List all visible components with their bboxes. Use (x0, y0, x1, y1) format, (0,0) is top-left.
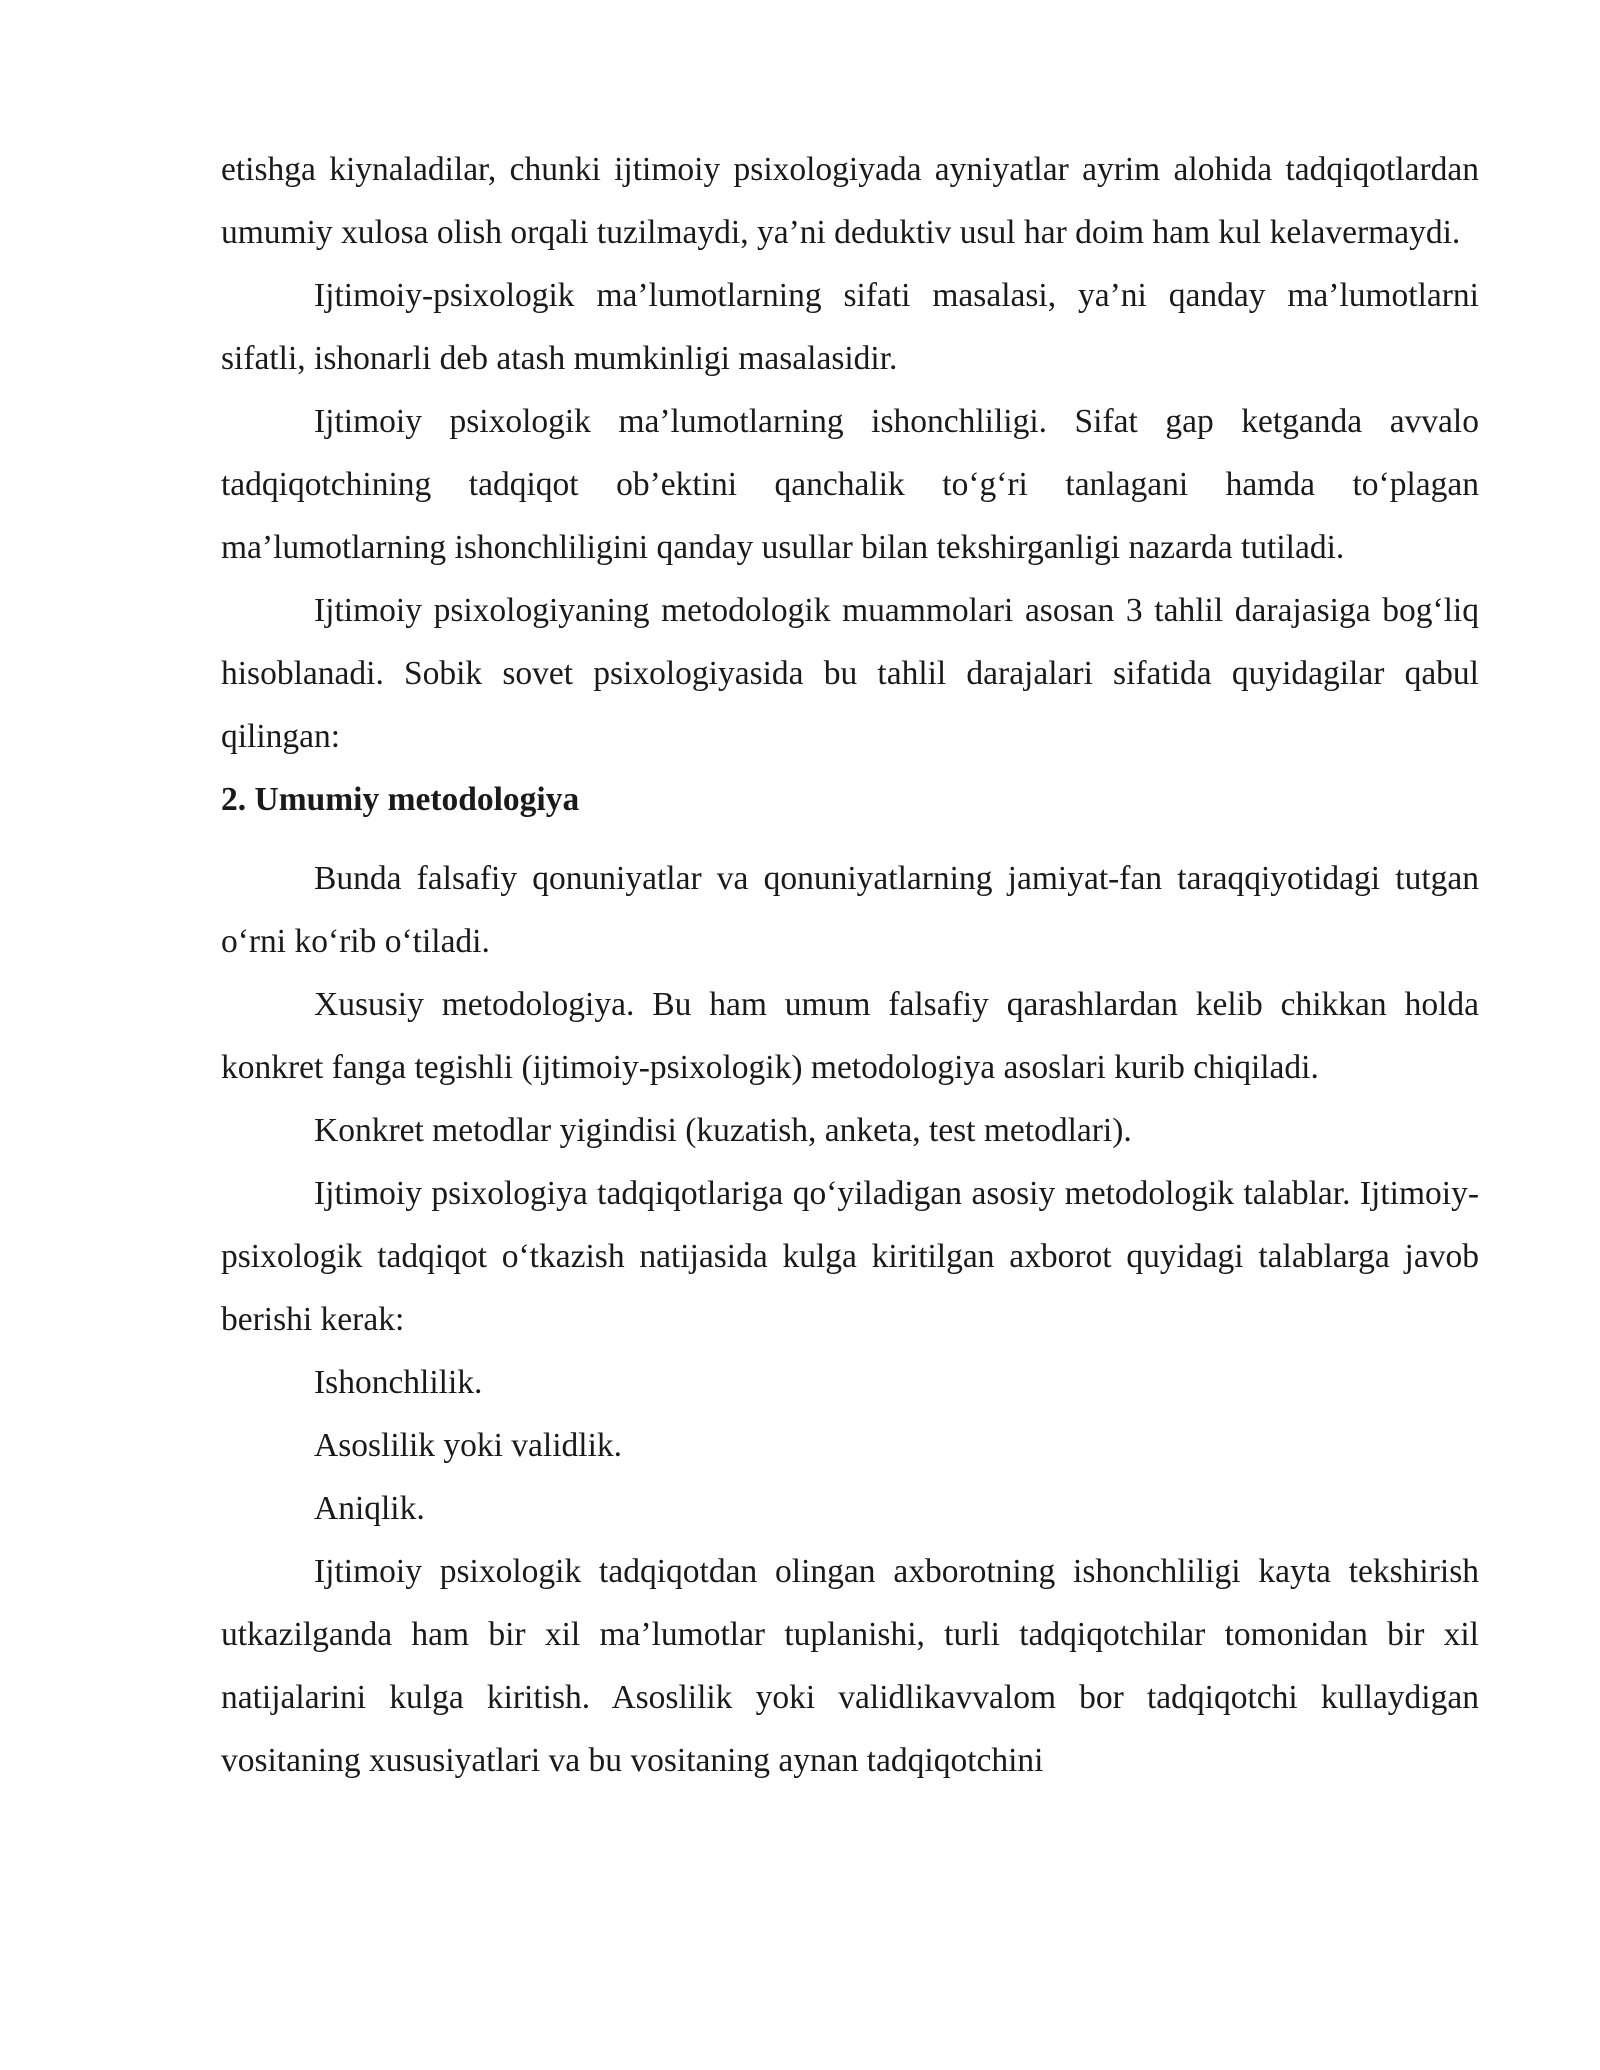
paragraph-reliability: Ijtimoiy psixologik ma’lumotlarning ishonchliligi. Sifat gap ketganda avvalo tadqiqotchining tadqiqot ob’ektini qanchalik to‘g‘ri tanlagani hamda to‘plagan ma’lumotlarning ishonchliligini qanday usullar bilan tekshirganligi nazarda tutiladi. (221, 403, 1479, 566)
paragraph-information-reliability: Ijtimoiy psixologik tadqiqotdan olingan axborotning ishonchliligi kayta tekshirish utkazilganda ham bir xil ma’lumotlar tuplanishi, turli tadqiqotchilar tomonidan bir xil natijalarini kulga kiritish. Asoslilik yoki validlikavvalom bor tadqiqotchi kullaydigan vositaning xususiyatlari va bu vositaning aynan tadqiqotchini (221, 1553, 1479, 1779)
document-page (221, 138, 1479, 1792)
paragraph-requirements: Ijtimoiy psixologiya tadqiqotlariga qo‘yiladigan asosiy metodologik talablar. Ijtimoiy-psixologik tadqiqot o‘tkazish natijasida kulga kiritilgan axborot quyidagi talablarga javob berishi kerak: (221, 1175, 1479, 1338)
paragraph-concrete-methods: Konkret metodlar yigindisi (kuzatish, anketa, test metodlari). (314, 1112, 1132, 1149)
paragraph-methodological-problems: Ijtimoiy psixologiyaning metodologik muammolari asosan 3 tahlil darajasiga bog‘liq hisoblanadi. Sobik sovet psixologiyasida bu tahlil darajalari sifatida quyidagilar qabul qilingan: (221, 592, 1479, 755)
paragraph-data-quality: Ijtimoiy-psixologik ma’lumotlarning sifati masalasi, ya’ni qanday ma’lumotlarni sifatli, ishonarli deb atash mumkinligi masalasidir. (221, 277, 1479, 377)
paragraph-continuation: etishga kiynaladilar, chunki ijtimoiy psixologiyada ayniyatlar ayrim alohida tadqiqotlardan umumiy xulosa olish orqali tuzilmaydi, ya’ni deduktiv usul har doim ham kul kelavermaydi. (221, 151, 1479, 251)
paragraph-private-methodology: Xususiy metodologiya. Bu ham umum falsafiy qarashlardan kelib chikkan holda konkret fanga tegishli (ijtimoiy-psixologik) metodologiya asoslari kurib chiqiladi. (221, 986, 1479, 1086)
section-heading: 2. Umumiy metodologiya (221, 781, 580, 818)
list-item-reliability: Ishonchlilik. (314, 1364, 483, 1401)
list-item-validity: Asoslilik yoki validlik. (314, 1427, 623, 1464)
list-item-accuracy: Aniqlik. (314, 1490, 425, 1527)
paragraph-philosophical-laws: Bunda falsafiy qonuniyatlar va qonuniyatlarning jamiyat-fan taraqqiyotidagi tutgan o‘rni ko‘rib o‘tiladi. (221, 860, 1479, 960)
